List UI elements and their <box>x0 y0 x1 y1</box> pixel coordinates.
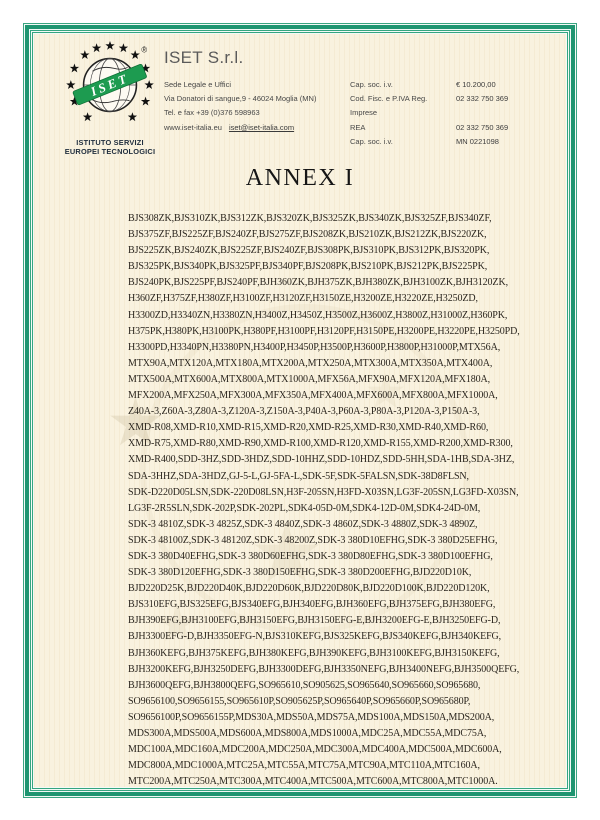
iset-globe-stars-logo-icon <box>63 38 157 132</box>
certificate-paper <box>34 34 566 787</box>
model-line: BJD220D25K,BJD220D40K,BJD220D60K,BJD220D80K,BJD220D100K,BJD220D120K, <box>128 583 490 595</box>
model-line: BJH3600QEFG,BJH3800QEFG,SO965610,SO905625,SO965640,SO965660,SO965680, <box>128 679 481 691</box>
model-line: BJS225ZK,BJS240ZK,BJS225ZF,BJS240ZF,BJS308PK,BJS310PK,BJS312PK,BJS320PK, <box>128 245 490 257</box>
model-line: MFX200A,MFX250A,MFX300A,MFX350A,MFX400A,MFX600A,MFX800A,MFX1000A, <box>128 390 498 402</box>
model-line: SDA-3HHZ,SDA-3HDZ,GJ-5-L,GJ-5FA-L,SDK-5F,SDK-5FALSN,SDK-38D8FLSN, <box>128 470 469 482</box>
model-line: H3300PD,H3340PN,H3380PN,H3400P,H3450P,H3500P,H3600P,H3800P,H31000P,MTX56A, <box>128 341 501 353</box>
model-line: BJS240PK,BJS225PF,BJS240PF,BJH360ZK,BJH375ZK,BJH380ZK,BJH3100ZK,BJH3120ZK, <box>128 277 508 289</box>
model-line: SO9656100P,SO9656155P,MDS30A,MDS50A,MDS75A,MDS100A,MDS150A,MDS200A, <box>128 711 495 723</box>
model-line: XMD-R08,XMD-R10,XMD-R15,XMD-R20,XMD-R25,XMD-R30,XMD-R40,XMD-R60, <box>128 422 489 434</box>
model-line: BJH360KEFG,BJH375KEFG,BJH380KEFG,BJH390KEFG,BJH3100KEFG,BJH3150KEFG, <box>128 647 500 659</box>
model-line: BJS325PK,BJS340PK,BJS325PF,BJS340PF,BJS208PK,BJS210PK,BJS212PK,BJS225PK, <box>128 261 488 273</box>
address-line: Tel. e fax +39 (0)376 598963 <box>164 108 260 118</box>
watermark-star-icon: ★ <box>249 504 325 602</box>
registry-value: € 10.200,00 <box>456 80 496 89</box>
model-line: BJS310EFG,BJS325EFG,BJS340EFG,BJH340EFG,BJH360EFG,BJH375EFG,BJH380EFG, <box>128 599 496 611</box>
model-line: BJS375ZF,BJS225ZF,BJS240ZF,BJS275ZF,BJS208ZK,BJS210ZK,BJS212ZK,BJS220ZK, <box>128 229 487 241</box>
registry-label: Cap. soc. i.v. <box>350 136 393 146</box>
registry-value: MN 0221098 <box>456 136 499 146</box>
model-number-list <box>128 211 546 787</box>
address-line: Via Donatori di sangue,9 - 46024 Moglia (MN) <box>164 94 317 104</box>
registry-row <box>350 121 508 135</box>
company-logo-block <box>48 38 172 156</box>
model-line: XMD-R400,SDD-3HZ,SDD-3HDZ,SDD-10HHZ,SDD-10HDZ,SDD-5HH,SDA-1HB,SDA-3HZ, <box>128 454 515 466</box>
model-line: BJS308ZK,BJS310ZK,BJS312ZK,BJS320ZK,BJS325ZK,BJS340ZK,BJS325ZF,BJS340ZF, <box>128 213 492 224</box>
registered-mark: ® <box>141 45 148 55</box>
model-line: H3300ZD,H3340ZN,H3380ZN,H3400Z,H3450Z,H3500Z,H3600Z,H3800Z,H31000Z,H360PK, <box>128 309 508 321</box>
address-line: Sede Legale e Uffici <box>164 80 231 89</box>
registry-info <box>350 78 508 149</box>
model-line: MDC800A,MDC1000A,MTC25A,MTC55A,MTC75A,MTC90A,MTC110A,MTC160A, <box>128 760 480 772</box>
model-line: Z40A-3,Z60A-3,Z80A-3,Z120A-3,Z150A-3,P40A-3,P60A-3,P80A-3,P120A-3,P150A-3, <box>128 406 480 418</box>
model-line: H375PK,H380PK,H3100PK,H380PF,H3100PF,H3120PF,H3150PE,H3200PE,H3220PE,H3250PD, <box>128 325 520 337</box>
model-line: SDK-D220D05LSN,SDK-220D08LSN,H3F-205SN,H3FD-X03SN,LG3F-205SN,LG3FD-X03SN, <box>128 486 519 498</box>
logo-caption-line1: ISTITUTO SERVIZI <box>76 138 144 147</box>
model-line: LG3F-2R5SLN,SDK-202P,SDK-202PL,SDK4-05D-0M,SDK4-12D-0M,SDK4-24D-0M, <box>128 502 481 514</box>
registry-row <box>350 78 508 92</box>
registry-value: 02 332 750 369 <box>456 94 509 104</box>
registry-label: REA <box>350 122 366 132</box>
registry-value: 02 332 750 369 <box>456 122 509 132</box>
registry-row <box>350 92 508 120</box>
logo-caption-line2: EUROPEI TECNOLOGICI <box>64 147 156 156</box>
model-line: MDC100A,MDC160A,MDC200A,MDC250A,MDC300A,MDC400A,MDC500A,MDC600A, <box>128 744 502 756</box>
registry-label: Cod. Fisc. e P.IVA Reg. Imprese <box>350 94 428 118</box>
model-line: MTX90A,MTX120A,MTX180A,MTX200A,MTX250A,MTX300A,MTX350A,MTX400A, <box>128 357 493 369</box>
model-line: H360ZF,H375ZF,H380ZF,H3100ZF,H3120ZF,H3150ZE,H3200ZE,H3220ZE,H3250ZD, <box>128 293 478 305</box>
model-line: MDS300A,MDS500A,MDS600A,MDS800A,MDS1000A,MDC25A,MDC55A,MDC75A, <box>128 728 487 739</box>
model-line: BJH3200KEFG,BJH3250DEFG,BJH3300DEFG,BJH3350NEFG,BJH3400NEFG,BJH3500QEFG, <box>128 663 520 675</box>
watermark-star-icon: ★ <box>364 364 408 420</box>
watermark-star-icon: ★ <box>106 384 166 461</box>
website-link: www.iset-italia.eu <box>164 122 222 132</box>
model-line: MTC200A,MTC250A,MTC300A,MTC400A,MTC500A,MTC600A,MTC800A,MTC1000A. <box>128 776 498 787</box>
model-line: XMD-R75,XMD-R80,XMD-R90,XMD-R100,XMD-R120,XMD-R155,XMD-R200,XMD-R300, <box>128 438 513 450</box>
company-name: ISET S.r.l. <box>164 48 244 67</box>
model-line: SO9656100,SO9656155,SO965610P,SO905625P,SO965640P,SO965660P,SO965680P, <box>128 695 471 707</box>
company-info <box>164 48 316 135</box>
model-line: SDK-3 380D120EFHG,SDK-3 380D150EFHG,SDK-3 380D200EFHG,BJD220D10K, <box>128 567 472 579</box>
model-line: SDK-3 4810Z,SDK-3 4825Z,SDK-3 4840Z,SDK-3 4860Z,SDK-3 4880Z,SDK-3 4890Z, <box>128 518 478 530</box>
svg-text:ISET: ISET <box>88 70 132 99</box>
watermark-star-icon: ★ <box>154 594 201 654</box>
ornamental-border <box>23 23 577 798</box>
email-link[interactable]: iset@iset-italia.com <box>228 122 295 132</box>
model-line: SDK-3 380D40EFHG,SDK-3 380D60EFHG,SDK-3 380D80EFHG,SDK-3 380D100EFHG, <box>128 550 493 562</box>
model-line: MTX500A,MTX600A,MTX800A,MTX1000A,MFX56A,MFX90A,MFX120A,MFX180A, <box>128 373 491 385</box>
model-line: BJH390EFG,BJH3100EFG,BJH3150EFG,BJH3150EFG-E,BJH3200EFG-E,BJH3250EFG-D, <box>128 615 501 627</box>
model-line: BJH3300EFG-D,BJH3350EFG-N,BJS310KEFG,BJS325KEFG,BJS340KEFG,BJH340KEFG, <box>128 631 502 643</box>
registry-row <box>350 135 508 149</box>
model-line: SDK-3 48100Z,SDK-3 48120Z,SDK-3 48200Z,SDK-3 380D10EFHG,SDK-3 380D25EFHG, <box>128 534 498 546</box>
registry-label: Cap. soc. i.v. <box>350 80 393 89</box>
page-title: ANNEX I <box>245 165 355 191</box>
